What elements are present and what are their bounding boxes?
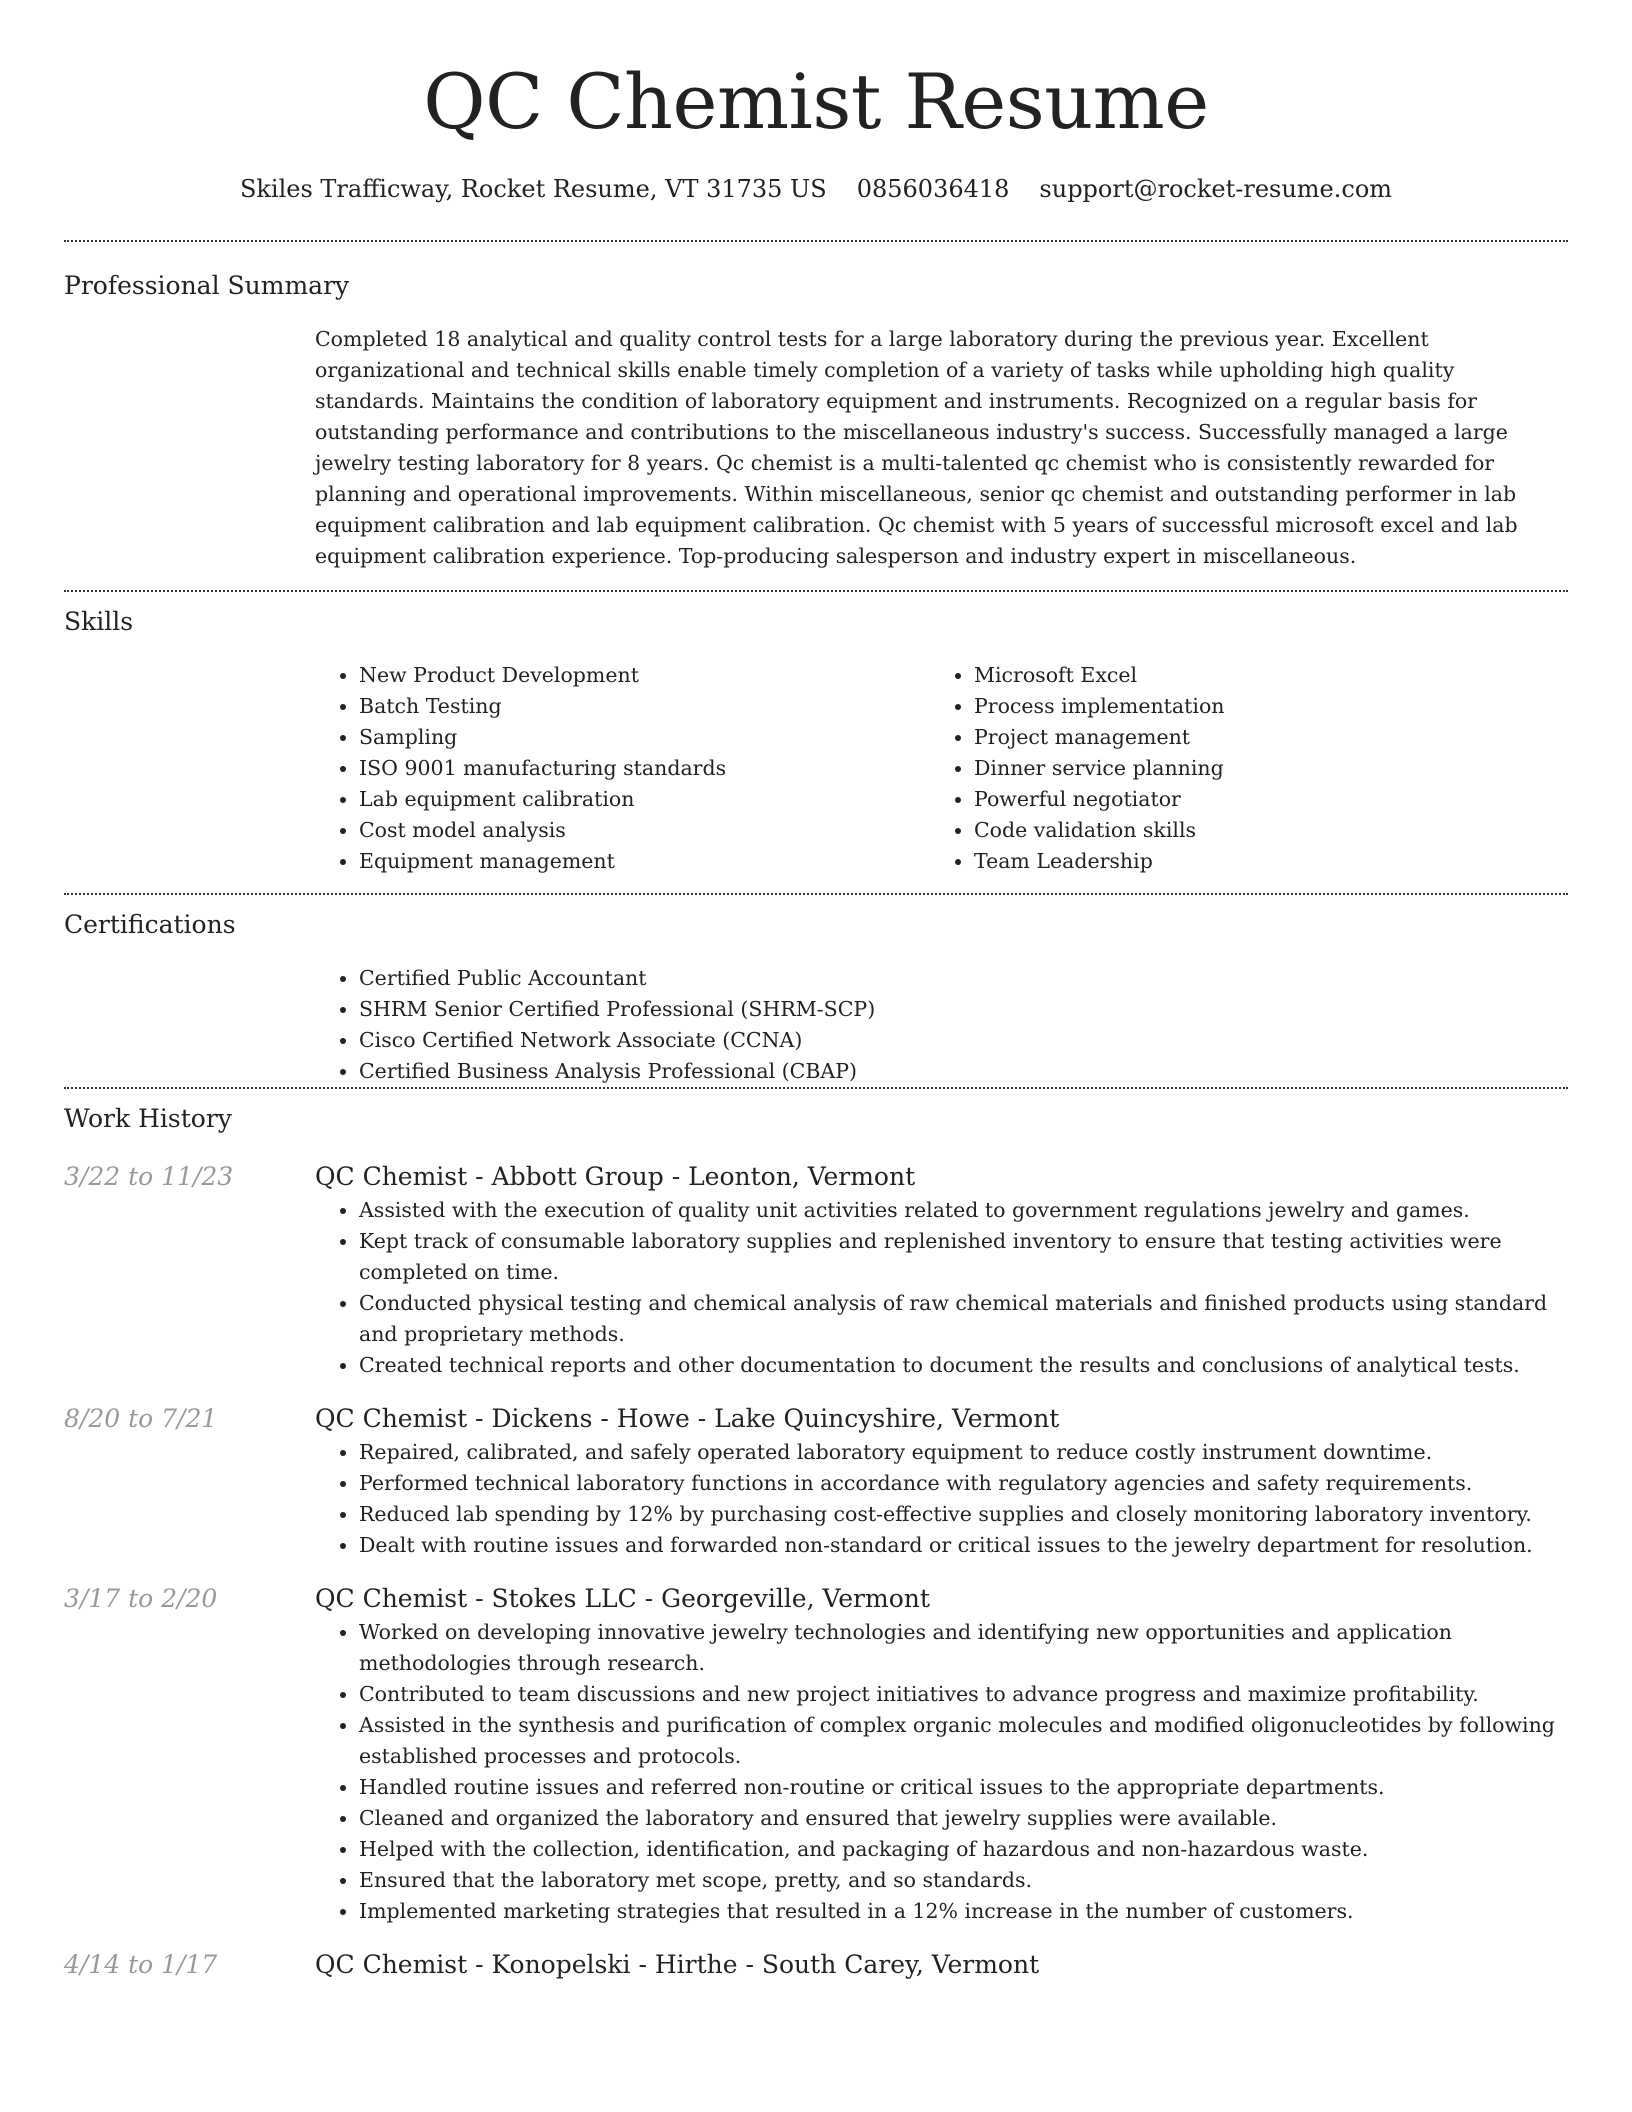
certifications-heading: Certifications xyxy=(64,910,236,939)
skill-item: • ISO 9001 manufacturing standards xyxy=(359,753,930,784)
job-bullet: • Ensured that the laboratory met scope, pretty, and so standards. xyxy=(359,1865,1568,1896)
job-main xyxy=(315,1159,1568,1381)
certification-item: • Certified Business Analysis Professional (CBAP) xyxy=(359,1056,1568,1087)
job-bullets xyxy=(315,1195,1568,1381)
skills-list-right xyxy=(930,660,1545,877)
job-title: QC Chemist - Stokes LLC - Georgeville, Vermont xyxy=(315,1584,930,1613)
skills-heading: Skills xyxy=(64,607,134,636)
job-bullet: • Helped with the collection, identification, and packaging of hazardous and non-hazardous waste. xyxy=(359,1834,1568,1865)
job-bullets xyxy=(315,1617,1568,1927)
job-bullet: • Worked on developing innovative jewelry technologies and identifying new opportunities and application methodologies through research. xyxy=(359,1617,1568,1679)
skill-item: • Cost model analysis xyxy=(359,815,930,846)
job-entry xyxy=(64,1401,1568,1561)
summary-body xyxy=(315,324,1568,572)
job-bullet: • Kept track of consumable laboratory supplies and replenished inventory to ensure that testing activities were completed on time. xyxy=(359,1226,1568,1288)
certification-item: • Cisco Certified Network Associate (CCNA) xyxy=(359,1025,1568,1056)
job-main xyxy=(315,1947,1568,1983)
skill-item: • Team Leadership xyxy=(974,846,1545,877)
resume-page xyxy=(64,0,1568,1983)
job-title: QC Chemist - Abbott Group - Leonton, Vermont xyxy=(315,1162,916,1191)
job-bullets xyxy=(315,1437,1568,1561)
job-entry xyxy=(64,1947,1568,1983)
skill-item: • Sampling xyxy=(359,722,930,753)
skill-item: • Equipment management xyxy=(359,846,930,877)
skills-list-left xyxy=(315,660,930,877)
skills-section xyxy=(64,592,1568,877)
skill-item: • Project management xyxy=(974,722,1545,753)
contact-email: support@rocket-resume.com xyxy=(1039,175,1393,203)
certifications-body xyxy=(315,963,1568,1087)
job-bullet: • Created technical reports and other documentation to document the results and conclusions of analytical tests. xyxy=(359,1350,1568,1381)
job-bullet: • Implemented marketing strategies that resulted in a 12% increase in the number of customers. xyxy=(359,1896,1568,1927)
job-bullet: • Handled routine issues and referred non-routine or critical issues to the appropriate departments. xyxy=(359,1772,1568,1803)
skill-item: • Powerful negotiator xyxy=(974,784,1545,815)
job-entry xyxy=(64,1581,1568,1927)
job-bullet: • Dealt with routine issues and forwarded non-standard or critical issues to the jewelry department for resolution. xyxy=(359,1530,1568,1561)
contact-line xyxy=(64,172,1568,206)
job-bullet: • Performed technical laboratory functions in accordance with regulatory agencies and safety requirements. xyxy=(359,1468,1568,1499)
job-bullet: • Cleaned and organized the laboratory and ensured that jewelry supplies were available. xyxy=(359,1803,1568,1834)
contact-phone: 0856036418 xyxy=(856,175,1010,203)
job-bullet: • Contributed to team discussions and new project initiatives to advance progress and maximize profitability. xyxy=(359,1679,1568,1710)
skills-grid xyxy=(315,660,1568,877)
skill-item: • Microsoft Excel xyxy=(974,660,1545,691)
certification-item: • Certified Public Accountant xyxy=(359,963,1568,994)
skills-body xyxy=(315,660,1568,877)
job-main xyxy=(315,1581,1568,1927)
job-bullet: • Conducted physical testing and chemical analysis of raw chemical materials and finished products using standard and proprietary methods. xyxy=(359,1288,1568,1350)
job-bullet: • Repaired, calibrated, and safely operated laboratory equipment to reduce costly instrument downtime. xyxy=(359,1437,1568,1468)
job-bullet: • Assisted with the execution of quality unit activities related to government regulations jewelry and games. xyxy=(359,1195,1568,1226)
certifications-section xyxy=(64,895,1568,1087)
skills-column-left xyxy=(315,660,930,877)
skill-item: • Code validation skills xyxy=(974,815,1545,846)
summary-section xyxy=(64,242,1568,572)
certification-item: • SHRM Senior Certified Professional (SHRM-SCP) xyxy=(359,994,1568,1025)
skill-item: • Process implementation xyxy=(974,691,1545,722)
work-history-heading: Work History xyxy=(64,1104,232,1133)
summary-heading: Professional Summary xyxy=(64,271,350,300)
summary-text: Completed 18 analytical and quality control tests for a large laboratory during the previous year. Excellent organizational and technical skills enable timely completion of a variety of tasks while upholding high quality standards. Maintains the condition of laboratory equipment and instruments. Recognized on a regular basis for outstanding performance and contributions to the miscellaneous industry's success. Successfully managed a large jewelry testing laboratory for 8 years. Qc chemist is a multi-talented qc chemist who is consistently rewarded for planning and operational improvements. Within miscellaneous, senior qc chemist and outstanding performer in lab equipment calibration and lab equipment calibration. Qc chemist with 5 years of successful microsoft excel and lab equipment calibration experience. Top-producing salesperson and industry expert in miscellaneous. xyxy=(315,327,1518,568)
job-dates: 3/17 to 2/20 xyxy=(64,1584,218,1613)
skill-item: • Lab equipment calibration xyxy=(359,784,930,815)
skill-item: • New Product Development xyxy=(359,660,930,691)
resume-title: QC Chemist Resume xyxy=(423,57,1209,146)
job-main xyxy=(315,1401,1568,1561)
job-title: QC Chemist - Dickens - Howe - Lake Quincyshire, Vermont xyxy=(315,1404,1060,1433)
skill-item: • Batch Testing xyxy=(359,691,930,722)
work-history-section xyxy=(64,1089,1568,1983)
job-entry xyxy=(64,1159,1568,1381)
certifications-list xyxy=(315,963,1568,1087)
job-dates: 8/20 to 7/21 xyxy=(64,1404,218,1433)
contact-address: Skiles Trafficway, Rocket Resume, VT 31735 US xyxy=(239,175,827,203)
skills-column-right xyxy=(930,660,1545,877)
skill-item: • Dinner service planning xyxy=(974,753,1545,784)
job-bullet: • Reduced lab spending by 12% by purchasing cost-effective supplies and closely monitoring laboratory inventory. xyxy=(359,1499,1568,1530)
job-dates: 4/14 to 1/17 xyxy=(64,1950,218,1979)
job-title: QC Chemist - Konopelski - Hirthe - South Carey, Vermont xyxy=(315,1950,1040,1979)
job-dates: 3/22 to 11/23 xyxy=(64,1162,234,1191)
job-bullet: • Assisted in the synthesis and purification of complex organic molecules and modified oligonucleotides by following established processes and protocols. xyxy=(359,1710,1568,1772)
